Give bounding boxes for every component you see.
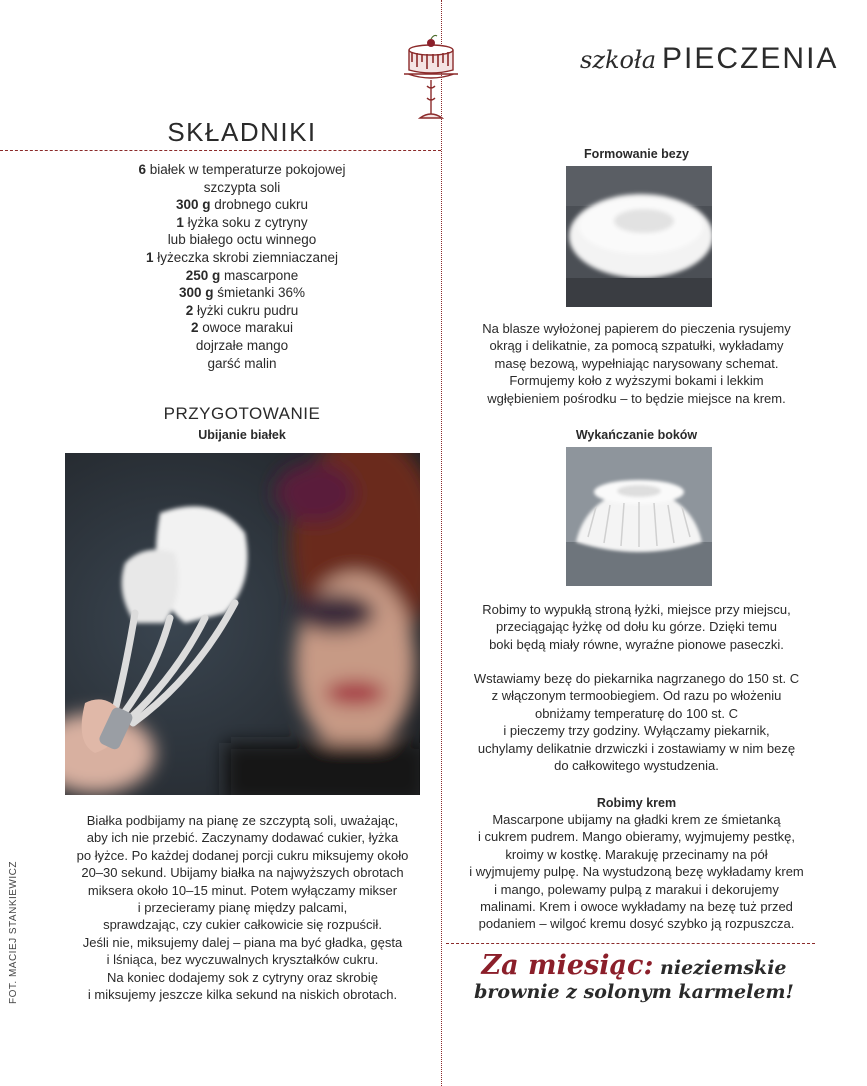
text-line: sprawdzając, czy cukier całkowicie się rozpuścił. <box>103 917 382 933</box>
text-line: Robimy to wypukłą stroną łyżki, miejsce przy miejscu, <box>482 602 791 617</box>
header-caps: PIECZENIA <box>662 42 839 75</box>
promo-line2: brownie z solonym karmelem! <box>474 981 794 1003</box>
ingredient-text: śmietanki 36% <box>213 285 306 301</box>
text-line: Wstawiamy bezę do piekarnika nagrzanego do 150 st. C <box>473 671 800 686</box>
text-line: i miksujemy jeszcze kilka sekund na niskich obrotach. <box>87 987 398 1003</box>
ingredient-item <box>20 355 464 373</box>
text-line: masę bezową, wypełniając narysowany schemat. <box>494 355 779 371</box>
meringue-disc-photo <box>566 166 712 307</box>
step3-text <box>466 601 807 653</box>
promo-lead: Za miesiąc: <box>481 950 654 981</box>
text-line: podaniem – wilgoć kremu dosyć szybko ją rozpuszcza. <box>478 916 795 932</box>
text-line: po łyżce. Po każdej dodanej porcji cukru miksujemy około <box>76 847 409 863</box>
ingredient-qty: 300 g <box>175 197 211 213</box>
meringue-nest-photo <box>566 447 712 586</box>
ingredient-text: owoce marakui <box>198 320 294 336</box>
ingredient-text: łyżeczka skrobi ziemniaczanej <box>153 249 339 265</box>
step2-text <box>466 320 807 407</box>
ingredient-text: drobnego cukru <box>210 197 309 213</box>
text-line: miksera około 10–15 minut. Potem wyłączamy mikser <box>87 882 398 898</box>
text-line: i cukrem pudrem. Mango obieramy, wyjmujemy pestkę, <box>478 829 795 845</box>
text-line: kroimy w kostkę. Marakuję przecinamy na pół <box>505 846 768 862</box>
ingredient-item <box>20 284 464 302</box>
text-line: i lśniąca, bez wyczuwalnych kryształków cukru. <box>106 952 379 968</box>
promo-divider <box>446 943 815 944</box>
ingredient-text: lub białego octu winnego <box>167 232 317 248</box>
whisk-meringue-photo <box>65 453 420 795</box>
text-line: Formujemy koło z wyższymi bokami i lekkim <box>509 373 764 389</box>
photo-credit: FOT. MACIEJ STANKIEWICZ <box>8 861 19 1004</box>
ingredient-text: łyżka soku z cytryny <box>183 214 308 230</box>
text-line: z włączonym termoobiegiem. Od razu po włożeniu <box>491 688 782 704</box>
text-line: do całkowitego wystudzenia. <box>554 758 719 774</box>
text-line: uchylamy delikatnie drzwiczki i zostawiamy w nim bezę <box>477 740 796 756</box>
text-line: okrąg i delikatnie, za pomocą szpatułki, wykładamy <box>489 338 784 354</box>
ingredient-item <box>20 179 464 197</box>
ingredient-qty: 1 <box>145 249 154 265</box>
text-line: i wyjmujemy pulpę. Na wystudzoną bezę wykładamy krem <box>469 864 804 880</box>
text-line: i mango, polewamy pulpą z marakui i dekorujemy <box>494 881 779 897</box>
text-line: 20–30 sekund. Ubijamy białka na najwyższych obrotach <box>81 865 404 881</box>
section-header <box>580 42 838 76</box>
text-line: i pieczemy trzy godziny. Wyłączamy piekarnik, <box>503 723 770 739</box>
next-month-promo <box>446 950 822 1003</box>
promo-line1: nieziemskie <box>653 957 787 979</box>
step1-text <box>65 812 420 1003</box>
text-line: Mascarpone ubijamy na gładki krem ze śmietanką <box>492 812 781 827</box>
text-line: wgłębieniem pośrodku – to będzie miejsce na krem. <box>487 390 786 406</box>
text-line: i przecieramy pianę między palcami, <box>137 900 348 916</box>
text-line: Na blasze wyłożonej papierem do pieczenia rysujemy <box>482 321 791 336</box>
step2-title: Formowanie bezy <box>584 147 689 161</box>
step3b-text <box>466 670 807 774</box>
ingredient-text: szczypta soli <box>203 179 281 195</box>
step4-title: Robimy krem <box>596 796 677 810</box>
ingredient-item <box>20 267 464 285</box>
ingredient-qty: 250 g <box>185 267 221 283</box>
ingredient-item <box>20 302 464 320</box>
ingredient-item <box>20 337 464 355</box>
ingredient-text: mascarpone <box>220 267 299 283</box>
ingredient-item <box>20 196 464 214</box>
ingredient-item <box>20 214 464 232</box>
ingredient-item <box>20 231 464 249</box>
text-line: boki będą miały równe, wyraźne pionowe paseczki. <box>489 636 784 652</box>
text-line: przeciągając łyżkę od dołu ku górze. Dzięki temu <box>495 619 778 635</box>
ingredient-text: łyżki cukru pudru <box>193 302 299 318</box>
ingredients-title: SKŁADNIKI <box>167 117 317 147</box>
header-script: szkoła <box>580 46 657 74</box>
ingredients-divider <box>0 150 441 151</box>
step4-text <box>466 811 807 933</box>
step1-title: Ubijanie białek <box>198 428 286 442</box>
ingredient-qty: 2 <box>185 302 194 318</box>
preparation-title: PRZYGOTOWANIE <box>163 404 321 423</box>
text-line: obniżamy temperaturę do 100 st. C <box>534 705 739 721</box>
ingredient-qty: 2 <box>190 320 199 336</box>
ingredient-item <box>20 161 464 179</box>
ingredients-list <box>20 161 464 372</box>
text-line: Jeśli nie, miksujemy dalej – piana ma być gładka, gęsta <box>82 934 403 950</box>
step3-title: Wykańczanie boków <box>575 428 698 442</box>
text-line: Na koniec dodajemy sok z cytryny oraz skrobię <box>107 969 378 985</box>
ingredient-text: garść malin <box>207 355 277 371</box>
ingredient-qty: 300 g <box>178 285 214 301</box>
text-line: malinami. Krem i owoce wykładamy na bezę tuż przed <box>480 899 793 915</box>
ingredient-item <box>20 319 464 337</box>
ingredient-text: białek w temperaturze pokojowej <box>145 162 346 177</box>
text-line: Białka podbijamy na pianę ze szczyptą soli, uważając, <box>86 813 399 828</box>
ingredient-item <box>20 249 464 267</box>
ingredient-text: dojrzałe mango <box>195 337 289 353</box>
ingredient-qty: 1 <box>176 214 184 230</box>
text-line: aby ich nie przebić. Zaczynamy dodawać cukier, łyżka <box>86 830 399 846</box>
ingredient-qty: 6 <box>138 162 146 177</box>
